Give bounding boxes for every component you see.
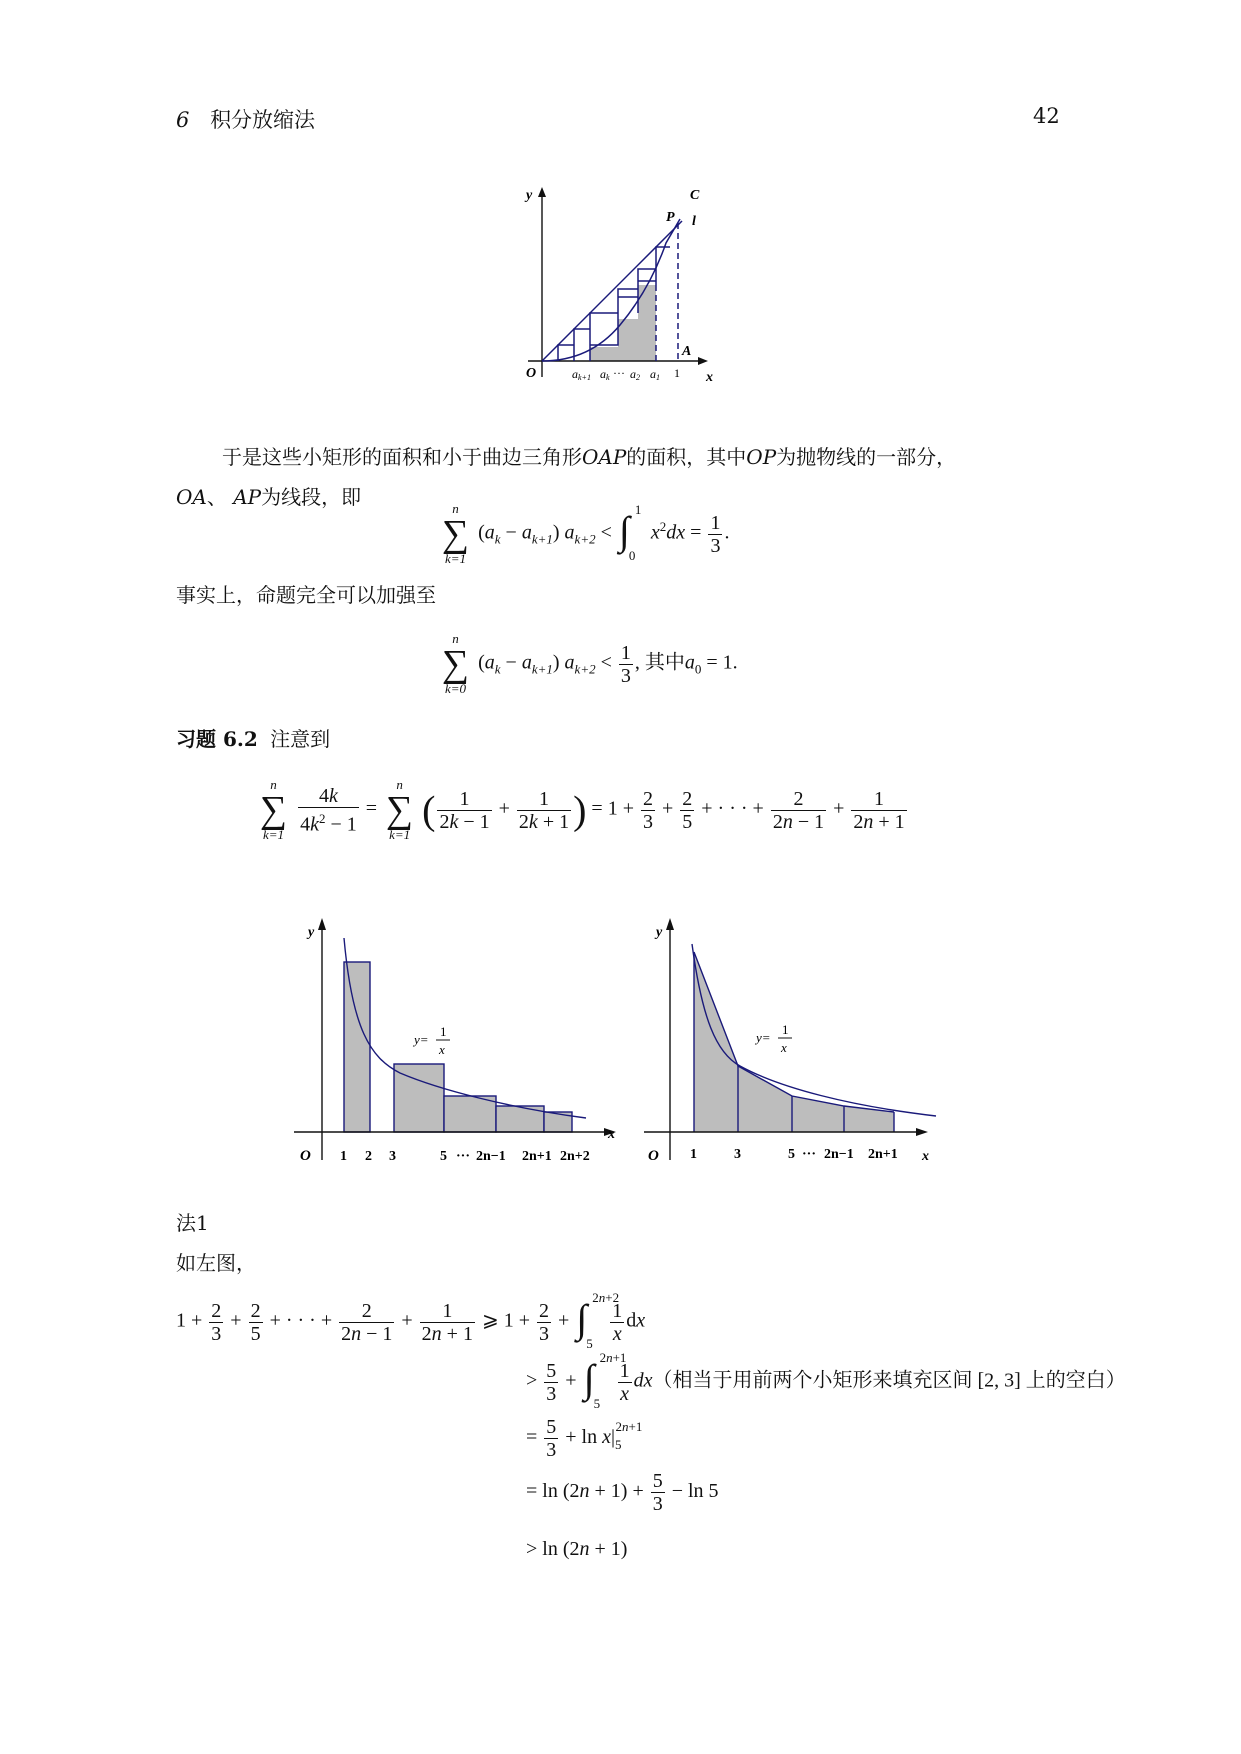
fig1-tick-dots: ··· [613, 366, 625, 380]
figure-parabola-rectangles [520, 185, 730, 385]
fig1-curve-label: C [690, 188, 700, 203]
fig3-curve-label-y: y= [756, 1030, 771, 1045]
figure-right-trapezoids [640, 908, 940, 1168]
curve-1-over-x [344, 938, 586, 1118]
p2-text-a: 、 [206, 485, 227, 509]
fig3-tick: 2n+1 [868, 1147, 898, 1162]
ineq-line-4: = ln (2n + 1) + $\frac{5}{3}$ − ln 5 [526, 1470, 719, 1515]
fig1-line-label: l [692, 214, 696, 229]
equation-1: n ∑ k=1 $(a_k - a_{k+1}) a_{k+2}$ < ∫ 1 0 $x^2dx$ = $\frac{1}{3}$ . [442, 501, 730, 566]
fig2-origin: O [300, 1148, 311, 1164]
fig2-tick: ··· [456, 1149, 471, 1164]
p1-op: OP [746, 445, 777, 469]
fig3-curve-label-num: 1 [782, 1022, 789, 1037]
fig1-point-a: A [682, 344, 692, 359]
ineq-line-2: > $\frac{5}{3}$ + ∫ 2n+1 5 $\frac{1}{x}$ dx（相当于用前两个小矩形来填充区间 [2, 3] 上的空白） [526, 1350, 1126, 1411]
as-left-figure: 如左图， [176, 1251, 256, 1275]
fig2-curve-label-y: y= [414, 1032, 429, 1047]
fig3-origin: O [648, 1148, 659, 1164]
eq2-tail: 其中 [644, 651, 685, 674]
equation-3: n ∑ k=1 $\frac{4k}{4k^2 - 1}$ = n ∑ k=1 ( $\frac{1}{2k - 1}$ + $\frac{1}{2k + 1}$ ) = 1 + $\frac{2}{3}$ + $\frac{2}{5}$ + · · · + $\frac{2}{2n - 1}$ + $\frac{1}{2n + 1}$ [260, 777, 905, 842]
ineq-line-3: = $\frac{5}{3}$ + $\ln x|_5^{2n+1}$ [526, 1416, 643, 1461]
fig1-tick-a1: a1 [650, 367, 660, 382]
fig2-y-label: y [308, 925, 315, 940]
p1-oap: OAP [582, 445, 627, 469]
p2-oa: OA [176, 485, 207, 509]
ineq-line-5: > ln (2n + 1) [526, 1538, 628, 1560]
fig3-tick: 2n−1 [824, 1147, 854, 1162]
rect-1-2 [344, 962, 370, 1132]
exercise-label: 习题 6.2 [176, 727, 258, 751]
exercise-header [176, 722, 330, 756]
line-l [542, 221, 682, 361]
fig2-tick: 2n−1 [476, 1149, 506, 1164]
fig2-tick: 5 [440, 1149, 447, 1164]
fig1-y-label: y [526, 188, 533, 203]
section-title: 积分放缩法 [210, 108, 316, 132]
fig1-tick-one: 1 [674, 366, 680, 380]
fig1-point-p: P [666, 210, 675, 225]
p1-text-a: 于是这些小矩形的面积和小于曲边三角形 [222, 445, 582, 469]
p1-text-b: 的面积，其中 [626, 445, 747, 469]
fig1-tick-a2: a2 [630, 367, 640, 382]
fig3-x-label: x [922, 1149, 929, 1164]
comment: （相当于用前两个小矩形来填充区间 [2, 3] 上的空白） [652, 1369, 1126, 1392]
paragraph-1 [222, 440, 956, 474]
shaded-rect [618, 319, 638, 361]
p2-ap: AP [233, 485, 262, 509]
fig3-y-label: y [656, 925, 663, 940]
ineq-line-1: 1 + $\frac{2}{3}$ + $\frac{2}{5}$ + · · · + $\frac{2}{2n - 1}$ + $\frac{1}{2n + 1}$ ⩾ 1 + $\frac{2}{3}$ + ∫ 2n+2 5 $\frac{1}{x}$ dx [176, 1290, 646, 1351]
fig2-tick: 3 [389, 1149, 396, 1164]
figure-left-upper-rectangles [290, 908, 630, 1168]
y-axis-arrow [538, 187, 546, 197]
p2-text-b: 为线段，即 [261, 485, 362, 509]
equation-2: n ∑ k=0 $(a_k - a_{k+1}) a_{k+2}$ < $\frac{1}{3}$ , 其中$a_0 = 1$. [442, 631, 738, 696]
paragraph-2 [176, 480, 361, 514]
y-axis-arrow [318, 918, 326, 930]
fig1-origin: O [526, 366, 537, 381]
page-number: 42 [1033, 104, 1060, 128]
fig3-tick: 3 [734, 1147, 741, 1162]
fig1-x-label: x [706, 370, 713, 385]
p1-text-c: 为抛物线的一部分， [776, 445, 957, 469]
fig1-tick-ak1: ak+1 [572, 367, 591, 382]
fig2-curve-label-den: x [439, 1042, 445, 1057]
fig2-tick: 2n+2 [560, 1149, 590, 1164]
fig3-curve-label-den: x [781, 1040, 787, 1055]
fig2-tick: 1 [340, 1149, 347, 1164]
fig3-tick: 1 [690, 1147, 697, 1162]
fig2-x-label: x [608, 1127, 615, 1142]
fig2-tick: 2n+1 [522, 1149, 552, 1164]
section-header [176, 104, 315, 134]
fig1-tick-ak: ak [600, 367, 610, 382]
y-axis-arrow [666, 918, 674, 930]
fig3-tick: 5 [788, 1147, 795, 1162]
fig3-tick: ··· [802, 1147, 817, 1162]
exercise-text: 注意到 [270, 727, 331, 751]
x-axis-arrow [916, 1128, 928, 1136]
x-axis-arrow [698, 357, 708, 365]
method-label: 法1 [176, 1211, 209, 1235]
rect-5 [444, 1096, 496, 1132]
fig2-curve-label-num: 1 [440, 1024, 447, 1039]
section-number: 6 [176, 108, 190, 132]
shaded-rect [590, 347, 618, 361]
paragraph-3: 事实上，命题完全可以加强至 [176, 583, 436, 607]
fig2-tick: 2 [365, 1149, 372, 1164]
